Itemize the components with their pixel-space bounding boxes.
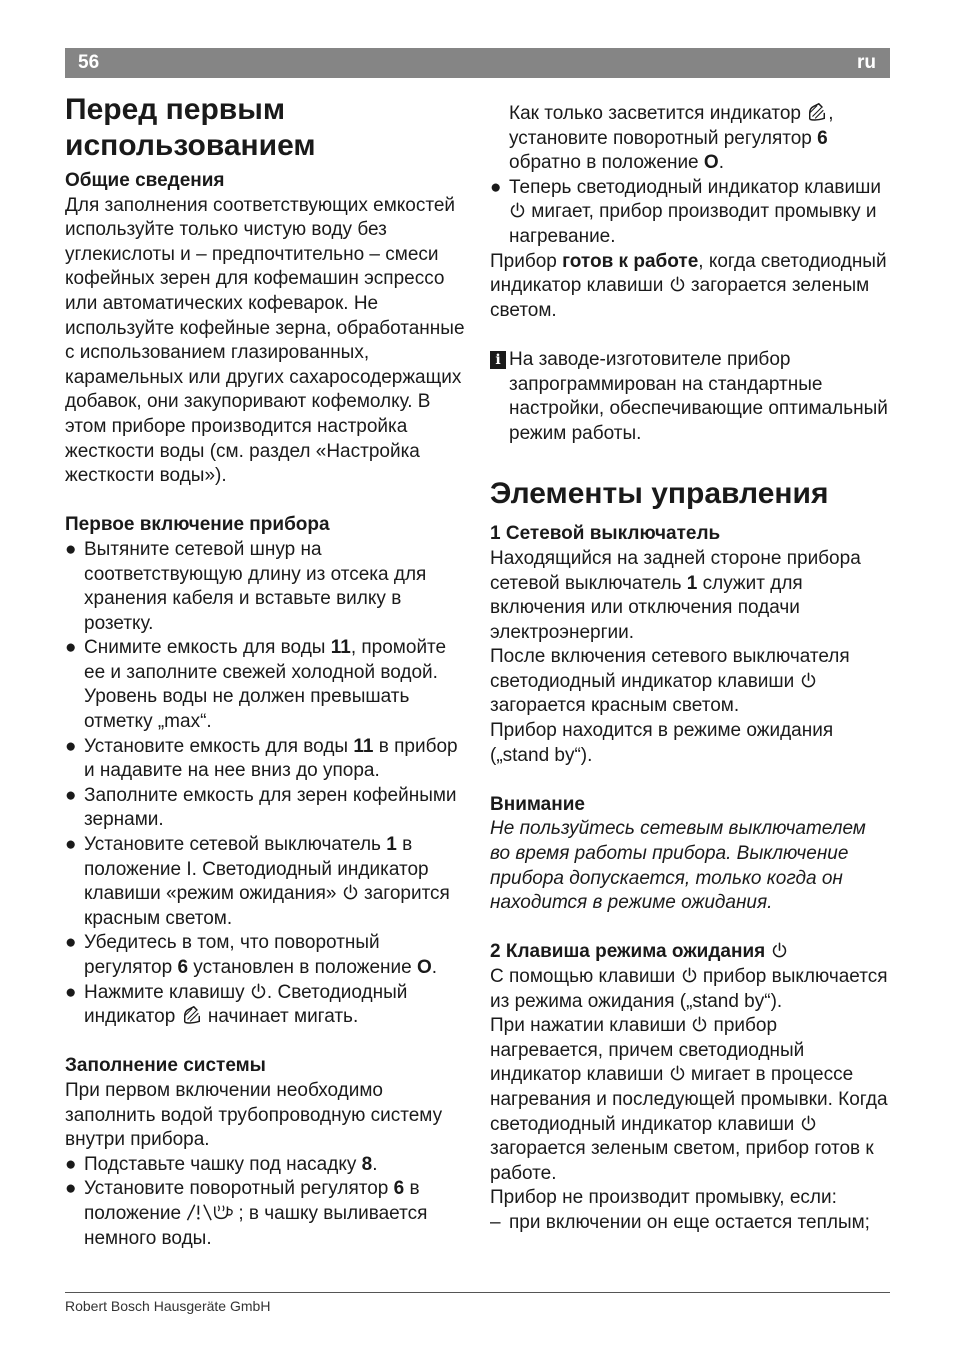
- general-info-text: Для заполнения соответствующих емкостей используйте только чистую воду без углекислоты и – предпочтительно – смеси кофейных зерен для кофемашин эспрессо или автоматических кофеварок. Не используйте кофейные зерна, обработанные с использованием глазированных, карамельных или других сахаросодержащих добавок, они закупоривают кофемолку. В этом приборе производится настройка жесткости воды (см. раздел «Настройка жесткости воды»).: [65, 194, 465, 487]
- text: Находящийся на задней стороне прибора сетевой выключатель: [490, 547, 861, 594]
- text: 2 Клавиша режима ожидания: [490, 941, 771, 963]
- list-item-text: Вытяните сетевой шнур на соответствующую длину из отсека для хранения кабеля и вставьте вилку в розетку.: [84, 538, 427, 634]
- bullet-icon: ●: [65, 538, 77, 560]
- text: мигает в процессе нагревания и последующей промывки. Когда светодиодный индикатор клавиши: [490, 1064, 888, 1135]
- list-item-text: Нажмите клавишу: [84, 981, 250, 1003]
- power-icon: [509, 202, 526, 219]
- list-item-text: .: [372, 1153, 378, 1175]
- list-item-text: Снимите емкость для воды: [84, 637, 331, 659]
- list-item-text: ; в чашку выливается немного воды.: [84, 1202, 428, 1249]
- list-item-text: загорится красным светом.: [84, 883, 450, 929]
- list-item: [65, 784, 470, 833]
- heading-fill-system: Заполнение системы: [65, 1055, 266, 1077]
- text: загорается зеленым светом.: [490, 275, 870, 321]
- list-item-text: .: [431, 957, 438, 978]
- list-item-text: Установите емкость для воды: [84, 735, 354, 757]
- list-item-text: . Светодиодный индикатор: [84, 981, 408, 1028]
- ref-number: 6: [177, 957, 189, 978]
- list-item-text: Подставьте чашку под насадку: [84, 1153, 362, 1175]
- list-item: [65, 735, 470, 784]
- list-item: [490, 1211, 890, 1236]
- text: .: [718, 152, 724, 174]
- list-item: [65, 538, 470, 636]
- footer-divider: [65, 1292, 890, 1293]
- list-item: [65, 931, 470, 980]
- steam-hotwater-position-icon: [186, 1202, 238, 1222]
- list-item-text: мигает, прибор производит промывку и нагревание.: [509, 201, 877, 247]
- text: прибор нагревается, причем светодиодный индикатор клавиши: [490, 1015, 805, 1086]
- list-item-text: Заполните емкость для зерен кофейными зернами.: [84, 784, 457, 831]
- list-item-text: при включении он еще остается теплым;: [509, 1211, 870, 1233]
- text: обратно в положение: [509, 152, 704, 174]
- calc-n-clean-icon: [181, 1005, 203, 1025]
- dash-icon: –: [490, 1211, 501, 1233]
- standby-text-3: Прибор не производит промывку, если:: [490, 1187, 837, 1209]
- list-item-text: Установите сетевой выключатель: [84, 834, 387, 856]
- heading-standby-key: [490, 940, 890, 965]
- text: После включения сетевого выключателя светодиодный индикатор клавиши: [490, 646, 850, 692]
- standby-text-1: [490, 965, 890, 1014]
- text: С помощью клавиши: [490, 966, 681, 987]
- mains-switch-text-3: Прибор находится в режиме ожидания („stand by“).: [490, 720, 834, 766]
- list-item-text: , промойте ее и заполните свежей холодной водой. Уровень воды не должен превышать отметку „max“.: [84, 637, 447, 733]
- text: , установите поворотный регулятор: [509, 103, 834, 149]
- info-note: [490, 348, 890, 446]
- page-header-bar: [65, 48, 890, 78]
- heading-general-info: Общие сведения: [65, 170, 225, 191]
- power-icon: [250, 983, 267, 1000]
- text: Прибор: [490, 250, 563, 272]
- power-icon: [669, 1065, 686, 1082]
- ref-number: 1: [386, 834, 397, 856]
- bullet-icon: ●: [65, 784, 77, 806]
- mains-switch-text: [490, 547, 890, 645]
- list-item: [65, 1177, 470, 1251]
- list-item-text: Убедитесь в том, что поворотный регулятор: [84, 932, 380, 978]
- bullet-icon: ●: [65, 1153, 77, 1175]
- language-code: ru: [857, 52, 876, 73]
- text: , когда светодиодный индикатор клавиши: [490, 250, 887, 297]
- ref-number: 6: [393, 1178, 405, 1200]
- power-icon: [342, 884, 359, 901]
- text: загорается красным светом.: [490, 695, 740, 717]
- text: Как только засветится индикатор: [509, 103, 807, 124]
- power-icon: [771, 942, 788, 959]
- standby-text-2: [490, 1014, 890, 1186]
- info-icon: i: [490, 351, 506, 369]
- continuation-text: [490, 102, 890, 176]
- list-item-text: Теперь светодиодный индикатор клавиши: [509, 176, 881, 198]
- info-note-text: На заводе-изготовителе прибор запрограммирован на стандартные настройки, обеспечивающие оптимальный режим работы.: [509, 348, 888, 444]
- power-icon: [800, 672, 817, 689]
- bullet-icon: ●: [65, 1178, 77, 1200]
- power-icon: [681, 967, 698, 984]
- list-item: [65, 833, 470, 931]
- page-number: 56: [78, 52, 100, 73]
- left-column: [65, 92, 470, 1251]
- text: загорается зеленым светом, прибор готов к работе.: [490, 1138, 874, 1184]
- list-item-text: начинает мигать.: [202, 1006, 359, 1028]
- footer-company: Robert Bosch Hausgeräte GmbH: [65, 1298, 271, 1314]
- list-item: [490, 176, 890, 250]
- power-icon: [691, 1016, 708, 1033]
- bullet-icon: ●: [490, 176, 502, 198]
- text: прибор выключается из режима ожидания („stand by“).: [490, 966, 888, 1012]
- list-item: [65, 981, 470, 1030]
- mains-switch-text-2: [490, 645, 890, 719]
- list-item-text: в положение I. Светодиодный индикатор клавиши «режим ожидания»: [84, 834, 429, 905]
- power-icon: [800, 1115, 817, 1132]
- ready-text: [490, 250, 890, 324]
- section-title-controls: Элементы управления: [490, 477, 829, 511]
- list-item: [65, 1153, 470, 1178]
- text: служит для включения или отключения подачи электроэнергии.: [490, 572, 803, 643]
- list-item-text: в прибор и надавите на нее вниз до упора.: [84, 735, 458, 782]
- bullet-icon: ●: [65, 981, 77, 1003]
- ref-number: 11: [353, 735, 374, 757]
- text: При нажатии клавиши: [490, 1015, 692, 1037]
- calc-n-clean-icon: [806, 102, 828, 122]
- heading-mains-switch: 1 Сетевой выключатель: [490, 523, 721, 545]
- list-item-text: Установите поворотный регулятор: [84, 1178, 394, 1200]
- list-item-text: установлен в положение: [188, 957, 417, 978]
- bullet-icon: ●: [65, 834, 77, 856]
- list-item: [65, 636, 470, 734]
- ref-number: 8: [361, 1153, 373, 1175]
- ready-bold-text: готов к работе: [562, 250, 699, 272]
- heading-first-start: Первое включение прибора: [65, 514, 330, 536]
- bullet-icon: ●: [65, 932, 77, 954]
- power-icon: [669, 276, 686, 293]
- ref-number: 11: [330, 637, 351, 659]
- right-column: [490, 102, 890, 1236]
- position-symbol: O: [703, 152, 719, 174]
- fill-system-text: При первом включении необходимо заполнить водой трубопроводную систему внутри прибора.: [65, 1079, 443, 1151]
- bullet-icon: ●: [65, 637, 77, 659]
- ref-number: 1: [686, 572, 698, 594]
- ref-number: 6: [817, 127, 828, 149]
- section-title-first-use: Перед первым использованием: [65, 93, 316, 162]
- list-item-text: в положение: [84, 1178, 420, 1224]
- position-symbol: O: [416, 957, 432, 978]
- attention-text: Не пользуйтесь сетевым выключателем во время работы прибора. Выключение прибора допускается, только когда он находится в режиме ожидания.: [490, 818, 866, 914]
- bullet-icon: ●: [65, 735, 77, 757]
- heading-attention: Внимание: [490, 793, 585, 815]
